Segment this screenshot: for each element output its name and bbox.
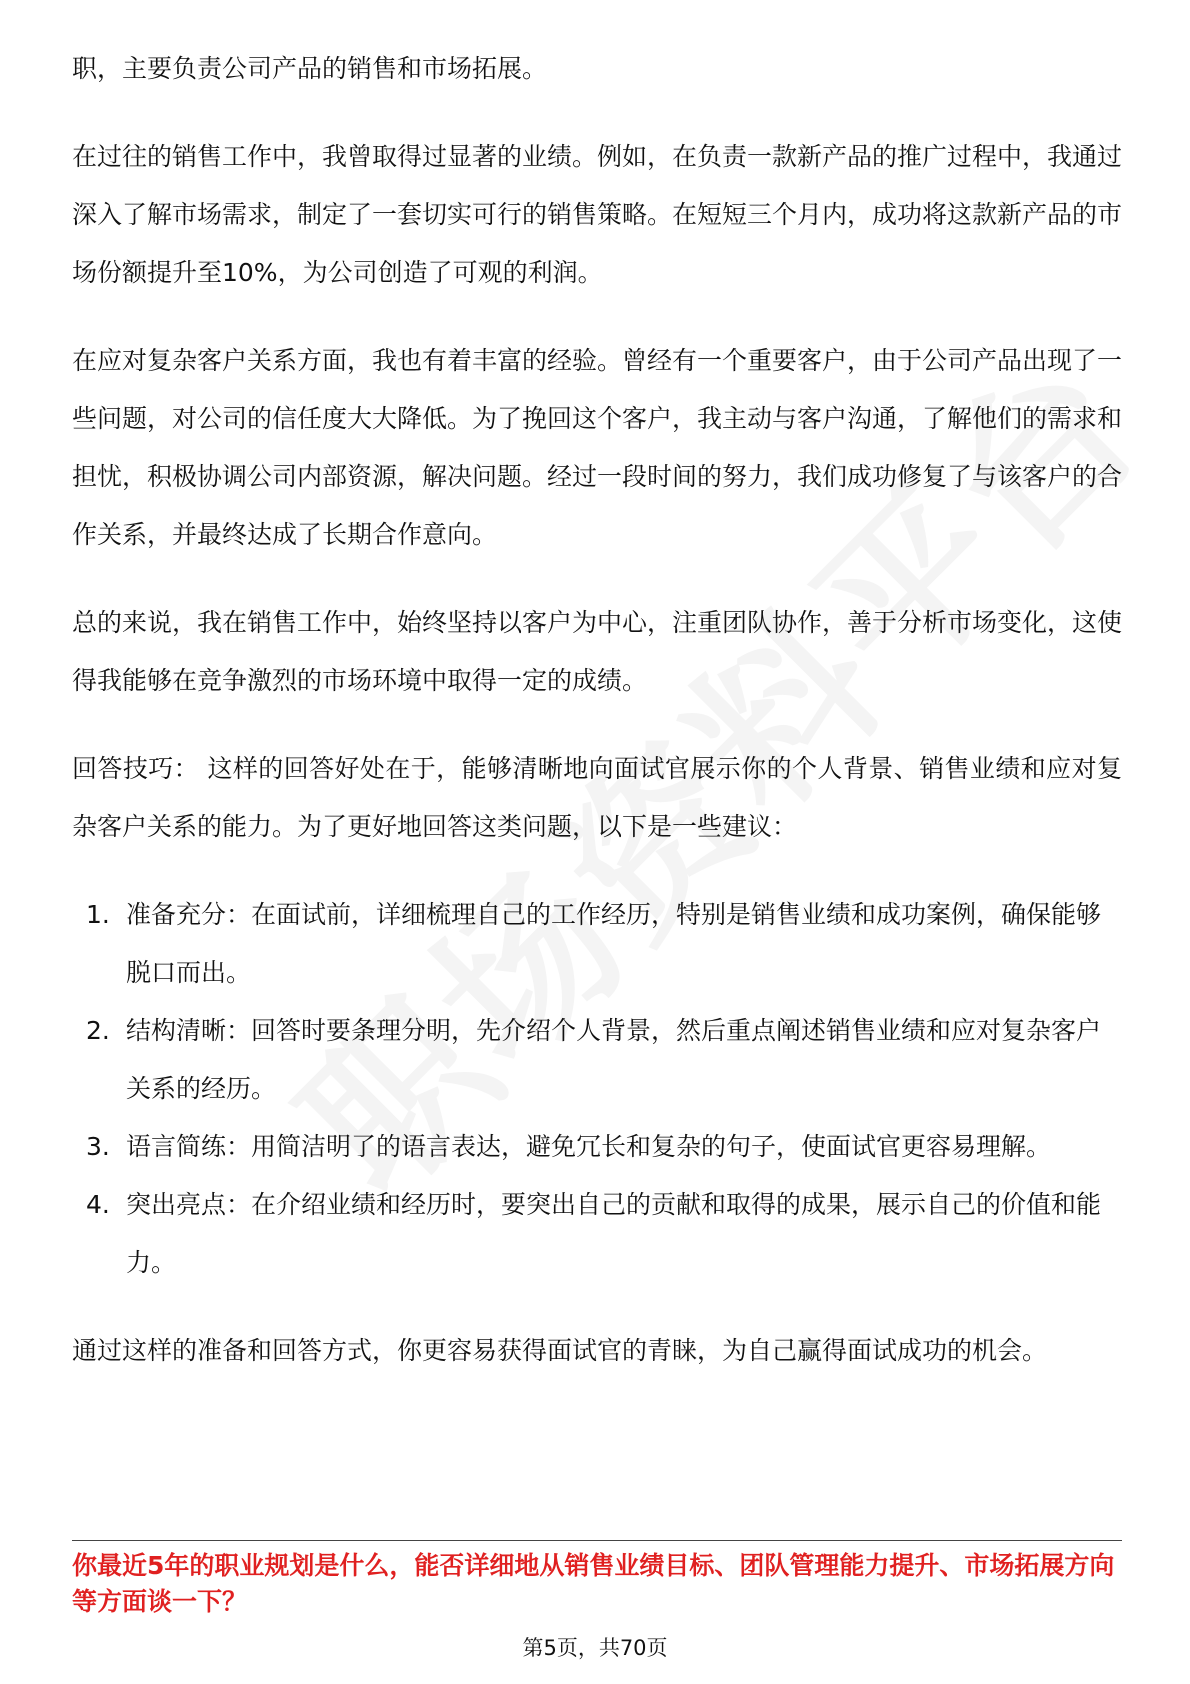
- paragraph-closing: 通过这样的准备和回答方式，你更容易获得面试官的青睐，为自己赢得面试成功的机会。: [72, 1336, 1048, 1365]
- list-item-number: 3.: [86, 1132, 110, 1161]
- paragraph-answer-tips: 回答技巧： 这样的回答好处在于，能够清晰地向面试官展示你的个人背景、销售业绩和应对复杂客户关系的能力。为了更好地回答这类问题，以下是一些建议：: [72, 754, 1122, 841]
- section-divider: [72, 1540, 1122, 1541]
- list-item-text: 结构清晰：回答时要条理分明，先介绍个人背景，然后重点阐述销售业绩和应对复杂客户关系的经历。: [126, 1016, 1102, 1103]
- paragraph-summary: 总的来说，我在销售工作中，始终坚持以客户为中心，注重团队协作，善于分析市场变化，这使得我能够在竞争激烈的市场环境中取得一定的成绩。: [72, 608, 1123, 695]
- list-item: [72, 886, 1122, 1002]
- next-question-heading: 你最近5年的职业规划是什么，能否详细地从销售业绩目标、团队管理能力提升、市场拓展方向等方面谈一下？: [72, 1551, 1115, 1616]
- page-number: 第5页，共70页: [522, 1636, 668, 1660]
- paragraph-sales-achievement: 在过往的销售工作中，我曾取得过显著的业绩。例如，在负责一款新产品的推广过程中，我通过深入了解市场需求，制定了一套切实可行的销售策略。在短短三个月内，成功将这款新产品的市场份额提升至10%，为公司创造了可观的利润。: [72, 142, 1123, 287]
- list-item-number: 2.: [86, 1016, 110, 1045]
- list-item-text: 准备充分：在面试前，详细梳理自己的工作经历，特别是销售业绩和成功案例，确保能够脱口而出。: [126, 900, 1102, 987]
- list-item: [72, 1118, 1122, 1176]
- page-content: [72, 40, 1122, 1410]
- list-item-number: 1.: [86, 900, 110, 929]
- list-item: [72, 1002, 1122, 1118]
- list-item-number: 4.: [86, 1190, 110, 1219]
- paragraph-client-relations: 在应对复杂客户关系方面，我也有着丰富的经验。曾经有一个重要客户，由于公司产品出现了一些问题，对公司的信任度大大降低。为了挽回这个客户，我主动与客户沟通，了解他们的需求和担忧，积极协调公司内部资源，解决问题。经过一段时间的努力，我们成功修复了与该客户的合作关系，并最终达成了长期合作意向。: [72, 346, 1123, 549]
- list-item-text: 语言简练：用简洁明了的语言表达，避免冗长和复杂的句子，使面试官更容易理解。: [126, 1132, 1052, 1161]
- tips-list: [72, 886, 1122, 1292]
- list-item: [72, 1176, 1122, 1292]
- paragraph-intro-tail: 职，主要负责公司产品的销售和市场拓展。: [72, 54, 548, 83]
- list-item-text: 突出亮点：在介绍业绩和经历时，要突出自己的贡献和取得的成果，展示自己的价值和能力。: [126, 1190, 1102, 1277]
